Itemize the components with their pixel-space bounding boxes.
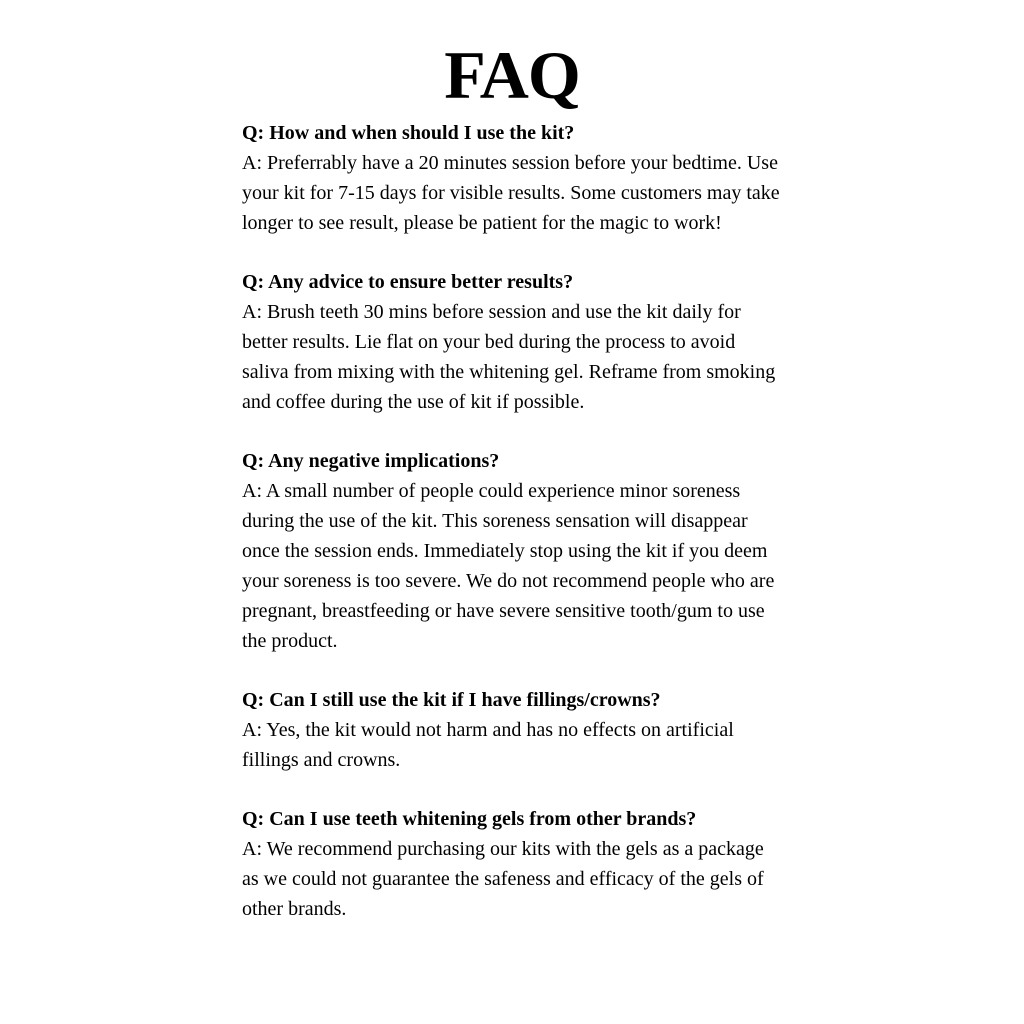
faq-item <box>242 804 784 924</box>
faq-answer: A: Brush teeth 30 mins before session and use the kit daily for better results. Lie flat on your bed during the process to avoid saliva from mixing with the whitening gel. Reframe from smoking and coffee during the use of kit if possible. <box>242 301 776 413</box>
faq-item <box>242 446 784 656</box>
faq-item <box>242 685 784 775</box>
faq-question: Q: Can I still use the kit if I have fillings/crowns? <box>242 689 661 711</box>
faq-item <box>242 267 784 417</box>
faq-item <box>242 118 784 238</box>
faq-answer: A: Yes, the kit would not harm and has no effects on artificial fillings and crowns. <box>242 719 734 771</box>
faq-answer: A: Preferrably have a 20 minutes session before your bedtime. Use your kit for 7-15 days for visible results. Some customers may take longer to see result, please be patient for the magic to work! <box>242 152 780 234</box>
page-title: FAQ <box>444 37 580 113</box>
faq-question: Q: Can I use teeth whitening gels from other brands? <box>242 808 697 830</box>
faq-content <box>242 118 784 924</box>
faq-question: Q: How and when should I use the kit? <box>242 122 575 144</box>
faq-question: Q: Any advice to ensure better results? <box>242 271 574 293</box>
faq-question: Q: Any negative implications? <box>242 450 500 472</box>
faq-answer: A: We recommend purchasing our kits with the gels as a package as we could not guarantee the safeness and efficacy of the gels of other brands. <box>242 838 764 920</box>
faq-answer: A: A small number of people could experience minor soreness during the use of the kit. This soreness sensation will disappear once the session ends. Immediately stop using the kit if you deem your soreness is too severe. We do not recommend people who are pregnant, breastfeeding or have severe sensitive tooth/gum to use the product. <box>242 480 775 652</box>
